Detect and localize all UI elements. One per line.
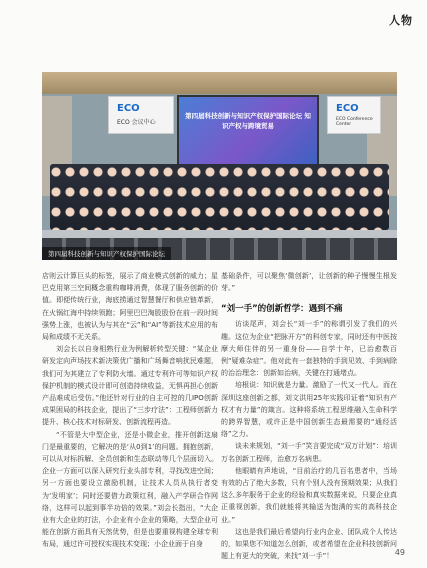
- stage-screen-title: 第四届科技创新与知识产权保护国际论坛 知识产权与跨境贸易: [185, 112, 311, 130]
- paragraph: 他眼睛有声地说，“目前治疗的几百名患者中，当场有效的占了绝大多数，只有个别人没有预期效果；从我们这么多年服务于企业的经验和真实数据来说，只要企业真正重视创新，我们就能将其输送为饱满的实的高科技企业。”: [221, 466, 397, 524]
- paragraph: 培根说：知识就是力量。激励了一代又一代人。而在深圳这座创新之都，刘文洪用25年实践印证着“知识有产权才有力量”的箴言。这种将系统工程思维融入生命科学的跨界智慧，或许正是中国创新生态最需要的“通经活络”之力。: [221, 381, 397, 439]
- left-text-column: [42, 270, 218, 551]
- stage-screen: [177, 95, 319, 167]
- eco-logo: ECO: [336, 103, 359, 114]
- section-subheading: “刘一手”的创新哲学：遇到不痛: [221, 304, 343, 315]
- paragraph: 基础条件，可以聚焦‘微创新’，让创新的种子慢慢生根发芽。”: [221, 272, 397, 293]
- group-of-attendees: [50, 164, 389, 230]
- paragraph: “不管是大中型企业，还是小微企业，推开创新这扇门是最重要的，它解决的是‘从0到1’的问题。拥抱创新，可以从对标拆解、全员创新和生态联动等几个层面切入。企业一方面可以深入研究行业头部专利，寻找改进空间；另一方面也要设立激励机制，让技术人员从执行者变为‘发明家’；同时还要借力政策红利，融入产学研合作网络，这样可以起到事半功倍的效果。”刘会长指出，“大企业有大企业的打法，小企业有小企业的策略，大型企业可能在创新方面具有天然优势，但是也要重视构建全球专利布局，通过许可授权实现技术变现；小企业面于自身: [42, 430, 218, 549]
- event-photo: [42, 72, 397, 260]
- paragraph: 访谈尾声，刘会长“刘一手”的称谓引发了我们的兴趣。这位为企业“把脉开方”的科创专家，同时还有中医按摩大师住伴的另一重身份——自学十年，已治愈数百例“疑难杂症”。他对此有一套独特的手到见效、手到病除的治治理念：创新如治病，关键在打通堵点。: [221, 320, 397, 378]
- right-text-column: [221, 270, 397, 562]
- eco-logo: ECO: [117, 103, 140, 114]
- paragraph: 谈未来规划，“刘一手”笑言要完成“双万计划”：培训万名创新工程师，治愈万名病患。: [221, 442, 397, 463]
- paragraph: 店则云计算巨头的标签，展示了商业模式创新的威力；星巴克用第三空间概念重构咖啡消费，体现了服务创新的价值。即便传统行业，海底捞通过智慧餐厅和供应链革新，在火锅红海中持续领跑；阿里巴巴淘股股份在前一段时间强势上涨，也被认为与其在“云”和“AI”等新技术应用的布局和成绩不无关系。: [42, 272, 218, 342]
- photo-ceiling: [42, 72, 397, 94]
- paragraph: 刘会长以自身相熟行业为例解析转型关键：“某企业研发定向声场技术新决策优广播和广场舞音响扰民难题，我们可为其建立了专利防火墙。通过专利许可等知识产权保护机制的模式设计即可创造持续收益，无惧再担心创新产品难成后受仿。”他还针对行业的自主可控的几IPO创新成果困局的科技企业，提出了“三步疗法”：工程师创新力提升、核心技术对标研发、创新流程再造。: [42, 345, 218, 427]
- page-number: 49: [394, 548, 405, 557]
- section-tag: 人物: [389, 14, 413, 27]
- eco-sign-right: [327, 96, 381, 134]
- eco-sign-left: [108, 96, 174, 134]
- photo-caption: 第四届科技创新与知识产权保护国际论坛: [42, 247, 171, 260]
- paragraph: 这也是我们最后希望向行业内企业、团队成个人传达的，如果您不知道怎么创新，或者希望在企业科技创新问题上有更大的突破，来找“刘一手”！: [221, 527, 397, 561]
- eco-venue-name: ECO Conference Center: [336, 117, 373, 127]
- eco-venue-name: ECO 会议中心: [117, 119, 156, 126]
